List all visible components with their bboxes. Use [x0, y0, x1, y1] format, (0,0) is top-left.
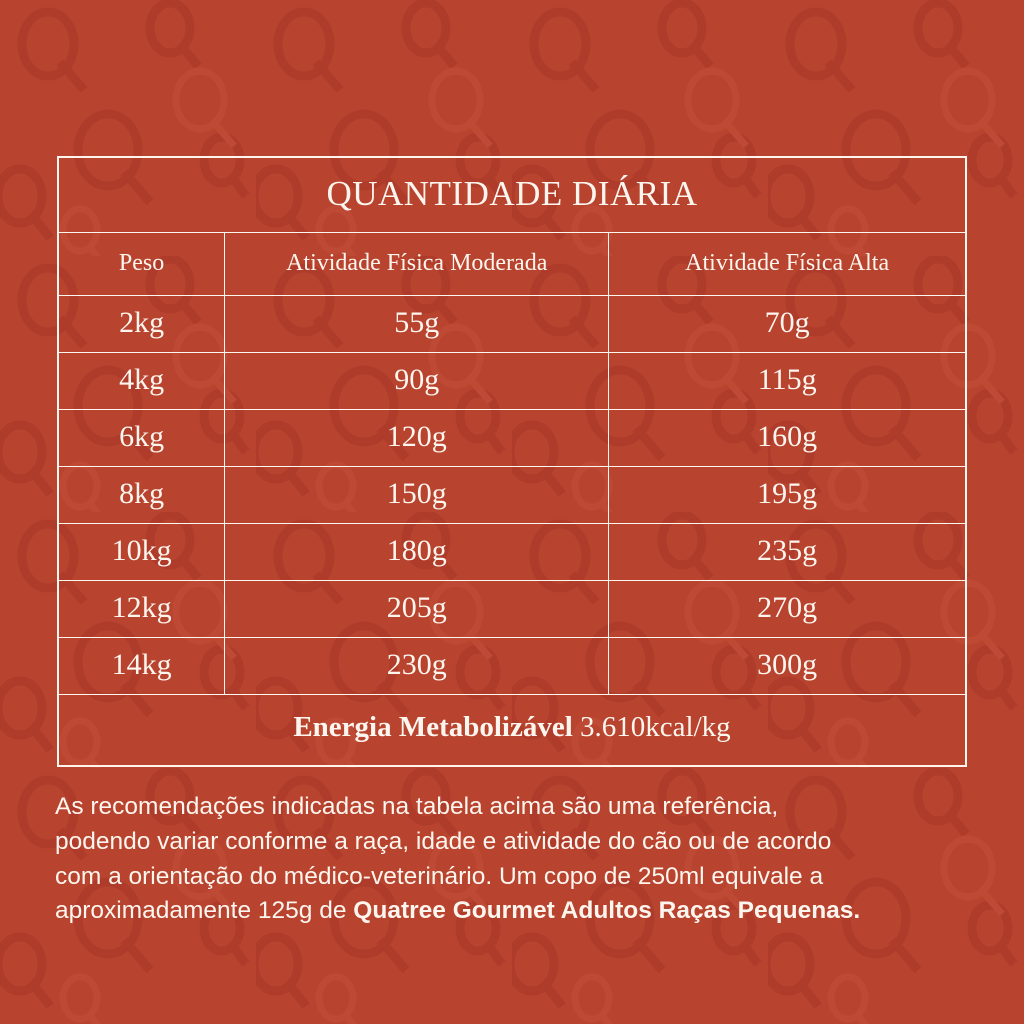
footnote-line-3: com a orientação do médico-veterinário. Um copo de 250ml equivale a [55, 862, 824, 890]
table-title: QUANTIDADE DIÁRIA [59, 158, 965, 233]
column-header-high-activity: Atividade Física Alta [609, 233, 965, 296]
cell-high: 300g [609, 638, 965, 695]
cell-weight: 8kg [59, 467, 225, 524]
column-header-weight: Peso [59, 233, 225, 296]
footnote-line-4-prefix: aproximadamente 125g de [55, 897, 354, 925]
cell-moderate: 120g [225, 410, 609, 467]
column-header-moderate-activity: Atividade Física Moderada [225, 233, 609, 296]
footnote-line-4 [55, 894, 970, 929]
table-row [59, 410, 965, 467]
cell-weight: 14kg [59, 638, 225, 695]
cell-high: 195g [609, 467, 965, 524]
table-row [59, 581, 965, 638]
cell-high: 270g [609, 581, 965, 638]
daily-amount-table [59, 158, 965, 765]
footnote-text [55, 790, 970, 929]
footnote-line-2: podendo variar conforme a raça, idade e atividade do cão ou de acordo [55, 827, 832, 855]
cell-moderate: 180g [225, 524, 609, 581]
table-row [59, 638, 965, 695]
cell-moderate: 150g [225, 467, 609, 524]
table-header-row [59, 233, 965, 296]
cell-high: 70g [609, 296, 965, 353]
cell-moderate: 230g [225, 638, 609, 695]
cell-weight: 2kg [59, 296, 225, 353]
cell-high: 235g [609, 524, 965, 581]
cell-weight: 6kg [59, 410, 225, 467]
cell-weight: 12kg [59, 581, 225, 638]
product-name: Quatree Gourmet Adultos Raças Pequenas. [353, 897, 861, 925]
cell-moderate: 205g [225, 581, 609, 638]
table-row [59, 467, 965, 524]
table-row [59, 296, 965, 353]
daily-amount-table-container [57, 156, 967, 767]
metabolizable-energy [59, 695, 965, 765]
footnote-line-1: As recomendações indicadas na tabela acima são uma referência, [55, 793, 779, 820]
metabolizable-energy-row [59, 695, 965, 765]
table-row [59, 524, 965, 581]
table-row [59, 353, 965, 410]
cell-moderate: 55g [225, 296, 609, 353]
cell-weight: 10kg [59, 524, 225, 581]
cell-weight: 4kg [59, 353, 225, 410]
table-title-row [59, 158, 965, 233]
cell-moderate: 90g [225, 353, 609, 410]
metabolizable-energy-label: Energia Metabolizável [293, 711, 573, 744]
cell-high: 115g [609, 353, 965, 410]
metabolizable-energy-value: 3.610kcal/kg [580, 711, 731, 744]
cell-high: 160g [609, 410, 965, 467]
